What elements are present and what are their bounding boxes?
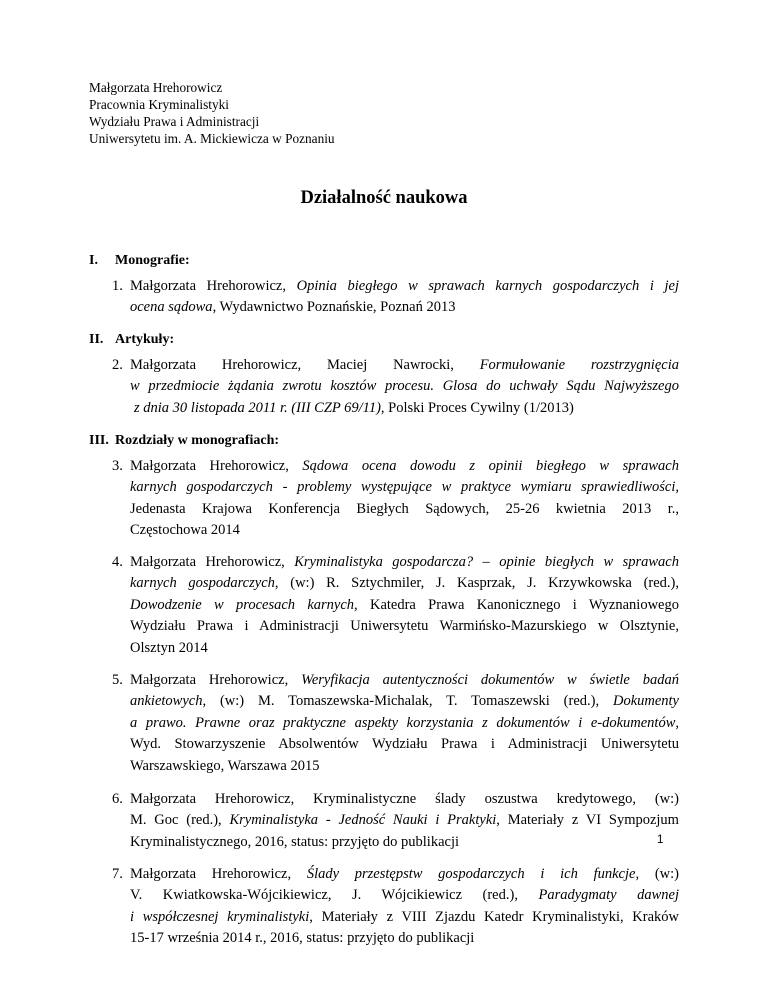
item-title: karnych gospodarczych [130,575,275,592]
item-status: Kryminalistycznego, 2016, status: przyjęto do publikacji [130,833,460,850]
section-heading-rozdzialy [89,432,279,450]
item-source: , (w:) [635,866,679,882]
item-author: Małgorzata Hrehorowicz, [130,866,307,882]
item-book-title: Paradygmaty dawnej [538,887,679,904]
item-title: Kryminalistyka gospodarcza? – opinie biegłych w sprawach [294,554,679,570]
university: Uniwersytetu im. A. Mickiewicza w Poznaniu [89,131,335,146]
item-author: Małgorzata Hrehorowicz, [130,672,302,688]
item-number: 3. [112,458,123,474]
item-number: 1. [112,278,123,294]
list-item [112,789,679,853]
item-title: Ślady przestępstw gospodarczych i ich funkcje [306,866,636,882]
item-title: w przedmiocie żądania zwrotu kosztów procesu. Glosa do uchwały Sądu Najwyższego [130,378,679,395]
item-title: Opinia biegłego w sprawach karnych gospodarczych i jej [296,278,679,294]
item-title: ocena sądowa [130,299,213,316]
item-source: , Materiały z VIII Zjazdu Katedr Kryminalistyki, Kraków [309,908,680,925]
item-title: z dnia 30 listopada 2011 r. (III CZP 69/11) [134,399,381,416]
item-number: 4. [112,554,123,570]
item-author: Małgorzata Hrehorowicz, Maciej Nawrocki, [130,357,480,373]
item-editors: M. Goc (red.), [130,812,230,829]
item-status: 15-17 września 2014 r., 2016, status: przyjęto do publikacji [130,930,475,947]
section-number: I. [89,253,98,268]
item-title: Weryfikacja autentyczności dokumentów w świetle badań [301,672,679,688]
item-book-title: a prawo. Prawne oraz praktyczne aspekty korzystania z dokumentów i e-dokumentów [130,714,676,731]
item-book-title: i współczesnej kryminalistyki [130,908,310,925]
section-label: Rozdziały w monografiach: [115,433,280,448]
item-book-title: Kryminalistyka - Jedność Nauki i Praktyki [229,812,497,829]
item-source: Wyd. Stowarzyszenie Absolwentów Wydziału Prawa i Administracji Uniwersytetu [130,736,679,753]
item-title: Formułowanie rozstrzygnięcia [479,357,679,373]
page-number: 1 [657,834,664,846]
item-publisher: , Wydawnictwo Poznańskie, Poznań 2013 [212,299,456,316]
punctuation: , [675,714,679,731]
item-number: 7. [112,866,123,882]
item-journal: , Polski Proces Cywilny (1/2013) [380,399,574,416]
item-number: 6. [112,791,123,807]
item-source: Warszawskiego, Warszawa 2015 [130,757,320,774]
item-title: Sądowa ocena dowodu z opinii biegłego w sprawach [302,458,679,474]
list-item [112,670,679,777]
item-source: Częstochowa 2014 [130,522,240,539]
section-label: Monografie: [115,253,190,268]
item-source: Olsztyn 2014 [130,639,208,656]
item-book-title: Dowodzenie w procesach karnych [130,596,355,613]
department: Pracownia Kryminalistyki [89,97,229,112]
author-header [89,79,335,147]
punctuation: , [675,479,679,496]
item-title: ankietowych [130,693,203,710]
list-item [112,355,679,419]
list-item [112,552,679,659]
item-author: Małgorzata Hrehorowicz, [130,458,303,474]
faculty: Wydziału Prawa i Administracji [89,114,260,129]
list-item [112,276,679,319]
item-editors: V. Kwiatkowska-Wójcikiewicz, J. Wójcikiewicz (red.), [130,887,539,904]
author-name: Małgorzata Hrehorowicz [89,80,223,95]
page-title: Działalność naukowa [300,188,468,208]
item-author: Małgorzata Hrehorowicz, [130,278,297,294]
item-number: 2. [112,357,123,373]
item-number: 5. [112,672,123,688]
item-source: Wydziału Prawa i Administracji Uniwersytetu Warmińsko-Mazurskiego w Olsztynie, [130,618,679,635]
item-author-title: Małgorzata Hrehorowicz, Kryminalistyczne ślady oszustwa kredytowego, (w:) [130,791,679,807]
section-heading-artykuly [89,331,174,349]
item-author: Małgorzata Hrehorowicz, [130,554,295,570]
item-title: karnych gospodarczych - problemy występujące w praktyce wymiaru sprawiedliwości [130,479,676,496]
list-item [112,456,679,542]
section-label: Artykuły: [115,332,175,347]
item-source: , Materiały z VI Sympozjum [496,812,679,829]
item-editors: , (w:) R. Sztychmiler, J. Kasprzak, J. Krzywkowska (red.), [274,575,680,592]
section-number: III. [89,433,109,448]
section-number: II. [89,332,104,347]
item-editors: , (w:) M. Tomaszewska-Michalak, T. Tomaszewski (red.), [202,693,613,710]
item-source: Jedenasta Krajowa Konferencja Biegłych Sądowych, 25-26 kwietnia 2013 r., [130,500,679,517]
section-heading-monografie [89,252,190,270]
list-item [112,864,679,950]
item-source: , Katedra Prawa Kanonicznego i Wyznaniowego [354,596,679,613]
item-book-title: Dokumenty [612,693,679,710]
